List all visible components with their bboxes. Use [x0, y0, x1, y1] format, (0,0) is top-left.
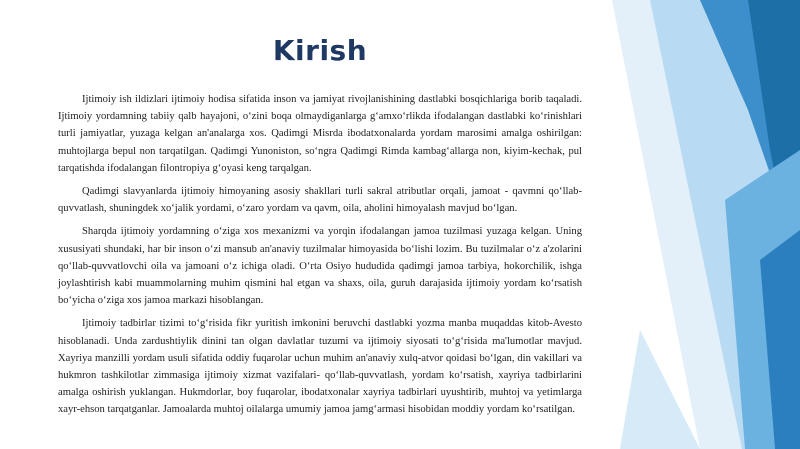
- paragraph-1: Ijtimoiy ish ildizlari ijtimoiy hodisa sifatida inson va jamiyat rivojlanishining dastlabki bosqichlariga borib taqaladi. Ijtimoiy yordamning tabiiy qalb hayajoni, o‘zini boqa olmaydiganlarga g‘amxo‘rlikda ifodalangan dastlabki ko‘rinishlari turli jamiyatlar, yuzaga kelgan an'analarga xos. Qadimgi Misrda ibodatxonalarda yordam marosimi amalga oshirilgan: muhtojlarga bepul non tarqatilgan. Qadimgi Yunoniston, so‘ngra Qadimgi Rimda kambag‘allarga non, kiyim-kechak, pul tarqatishda ifodalangan filontropiya g‘oyasi keng tarqalgan.: [58, 94, 582, 174]
- slide-title: Kirish: [272, 34, 368, 67]
- paragraph-3: Sharqda ijtimoiy yordamning o‘ziga xos mexanizmi va yorqin ifodalangan jamoa tuzilmasi yuzaga kelgan. Uning xususiyati shundaki, har bir inson o‘zi mansub an'anaviy tuzilmalar himoyasida bo‘lishi lozim. Bu tuzilmalar o‘z a'zolarini qo‘llab-quvvatlovchi oila va jamoani o‘z ichiga oladi. O‘rta Osiyo hududida qadimgi jamoa tarbiya, hokorchilik, ishga joylashtirish kabi muammolarning muhim qismini hal etgan va shaxs, oila, guruh darajasida ijtimoiy yordam ko‘rsatish bo‘yicha o‘ziga xos jamoa markazi hisoblangan.: [58, 226, 582, 307]
- paragraph-2: Qadimgi slavyanlarda ijtimoiy himoyaning asosiy shakllari turli sakral atributlar orqali, jamoat - qavmni qo‘llab-quvvatlash, shuningdek xo‘jalik yordami, o‘zaro yordam va qavm, oila, aholini himoyalash mavjud bo‘lgan.: [58, 186, 582, 215]
- paragraph-4: Ijtimoiy tadbirlar tizimi to‘g‘risida fikr yuritish imkonini beruvchi dastlabki yozma manba muqaddas kitob-Avesto hisoblanadi. Unda zardushtiylik dinini tan olgan davlatlar tuzumi va ijtimoiy siyosati to‘g‘risida ma'lumotlar mavjud. Xayriya manzilli yordam usuli sifatida oddiy fuqarolar uchun muhim an'anaviy xulq-atvor qoidasi bo‘lgan, din vakillari va hukmron tashkilotlar zimmasiga ijtimoiy xizmat vazifalari- qo‘llab-quvvatlash, yordam ko‘rsatish, xayriya tadbirlarini amalga oshirish yuklangan. Hukmdorlar, boy fuqarolar, ibodatxonalar xayriya tadbirlari uyushtirib, muhtoj va yetimlarga xayr-ehson tarqatganlar. Jamoalarda muhtoj oilalarga umumiy jamoa jamg‘armasi hisobidan moddiy yordam ko‘rsatilgan.: [58, 318, 582, 416]
- slide-body: [58, 91, 582, 425]
